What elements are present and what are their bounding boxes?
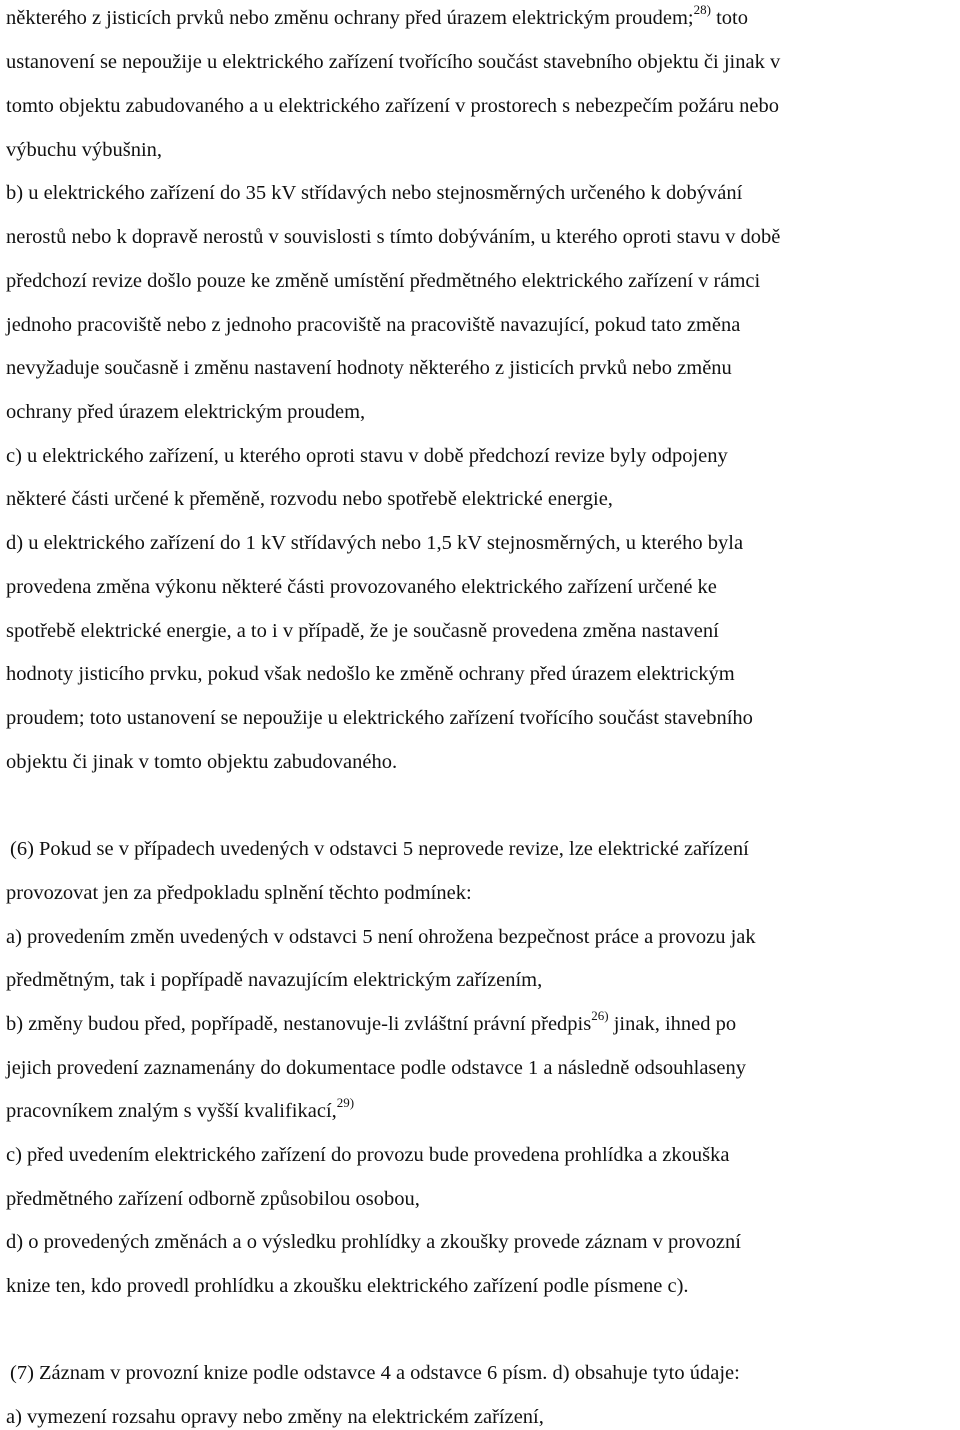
text-line: b) změny budou před, popřípadě, nestanovuje-li zvláštní právní předpis$^{26)}$ jinak, ihned po — [6, 1008, 737, 1035]
text-line: b) u elektrického zařízení do 35 kV střídavých nebo stejnosměrných určeného k dobývání — [6, 182, 743, 204]
text-line: c) u elektrického zařízení, u kterého oproti stavu v době předchozí revize byly odpojeny — [6, 445, 728, 467]
text-line: spotřebě elektrické energie, a to i v případě, že je současně provedena změna nastavení — [6, 620, 719, 642]
text-line: d) o provedených změnách a o výsledku prohlídky a zkoušky provede záznam v provozní — [6, 1231, 741, 1253]
text-line: knize ten, kdo provedl prohlídku a zkoušku elektrického zařízení podle písmene c). — [6, 1275, 689, 1297]
text-line: nerostů nebo k dopravě nerostů v souvislosti s tímto dobýváním, u kterého oproti stavu v době — [6, 226, 781, 248]
text-line: předmětného zařízení odborně způsobilou osobou, — [6, 1188, 420, 1210]
text-line: nevyžaduje současně i změnu nastavení hodnoty některého z jisticích prvků nebo změnu — [6, 357, 732, 379]
text-line: pracovníkem znalým s vyšší kvalifikací,$^{29)}$ — [6, 1095, 355, 1122]
text-line: provedena změna výkonu některé části provozovaného elektrického zařízení určené ke — [6, 576, 717, 598]
text-line: ochrany před úrazem elektrickým proudem, — [6, 401, 366, 423]
text-line: provozovat jen za předpokladu splnění těchto podmínek: — [6, 882, 472, 904]
text-line: jednoho pracoviště nebo z jednoho pracoviště na pracoviště navazující, pokud tato změna — [6, 314, 741, 336]
paragraph-7-heading: (7) Záznam v provozní knize podle odstavce 4 a odstavce 6 písm. d) obsahuje tyto údaje: — [10, 1362, 740, 1384]
text-line: objektu či jinak v tomto objektu zabudovaného. — [6, 751, 398, 773]
text-line: některého z jisticích prvků nebo změnu ochrany před úrazem elektrickým proudem;$^{28)}$ toto — [6, 2, 749, 29]
footnote-ref: 29) — [336, 1095, 355, 1110]
text-line: proudem; toto ustanovení se nepoužije u elektrického zařízení tvořícího součást stavebního — [6, 707, 753, 729]
text-line: a) provedením změn uvedených v odstavci 5 není ohrožena bezpečnost práce a provozu jak — [6, 926, 756, 948]
text-line: některé části určené k přeměně, rozvodu nebo spotřebě elektrické energie, — [6, 488, 613, 510]
text-line: c) před uvedením elektrického zařízení do provozu bude provedena prohlídka a zkouška — [6, 1144, 730, 1166]
text-line: d) u elektrického zařízení do 1 kV střídavých nebo 1,5 kV stejnosměrných, u kterého byla — [6, 532, 744, 554]
footnote-ref: 26) — [591, 1008, 609, 1023]
text-line: hodnoty jisticího prvku, pokud však nedošlo ke změně ochrany před úrazem elektrickým — [6, 663, 735, 685]
text-line: tomto objektu zabudovaného a u elektrického zařízení v prostorech s nebezpečím požáru nebo — [6, 95, 780, 117]
text-line: předchozí revize došlo pouze ke změně umístění předmětného elektrického zařízení v rámci — [6, 270, 761, 292]
text-line: výbuchu výbušnin, — [6, 139, 163, 161]
text-line: a) vymezení rozsahu opravy nebo změny na elektrickém zařízení, — [6, 1406, 544, 1428]
text-line: ustanovení se nepoužije u elektrického zařízení tvořícího součást stavebního objektu či jinak v — [6, 51, 781, 73]
text-line: předmětným, tak i popřípadě navazujícím elektrickým zařízením, — [6, 969, 543, 991]
footnote-ref: 28) — [693, 2, 711, 17]
text-line: jejich provedení zaznamenány do dokumentace podle odstavce 1 a následně odsouhlaseny — [6, 1057, 747, 1079]
paragraph-6-heading: (6) Pokud se v případech uvedených v odstavci 5 neprovede revize, lze elektrické zařízení — [10, 838, 749, 860]
